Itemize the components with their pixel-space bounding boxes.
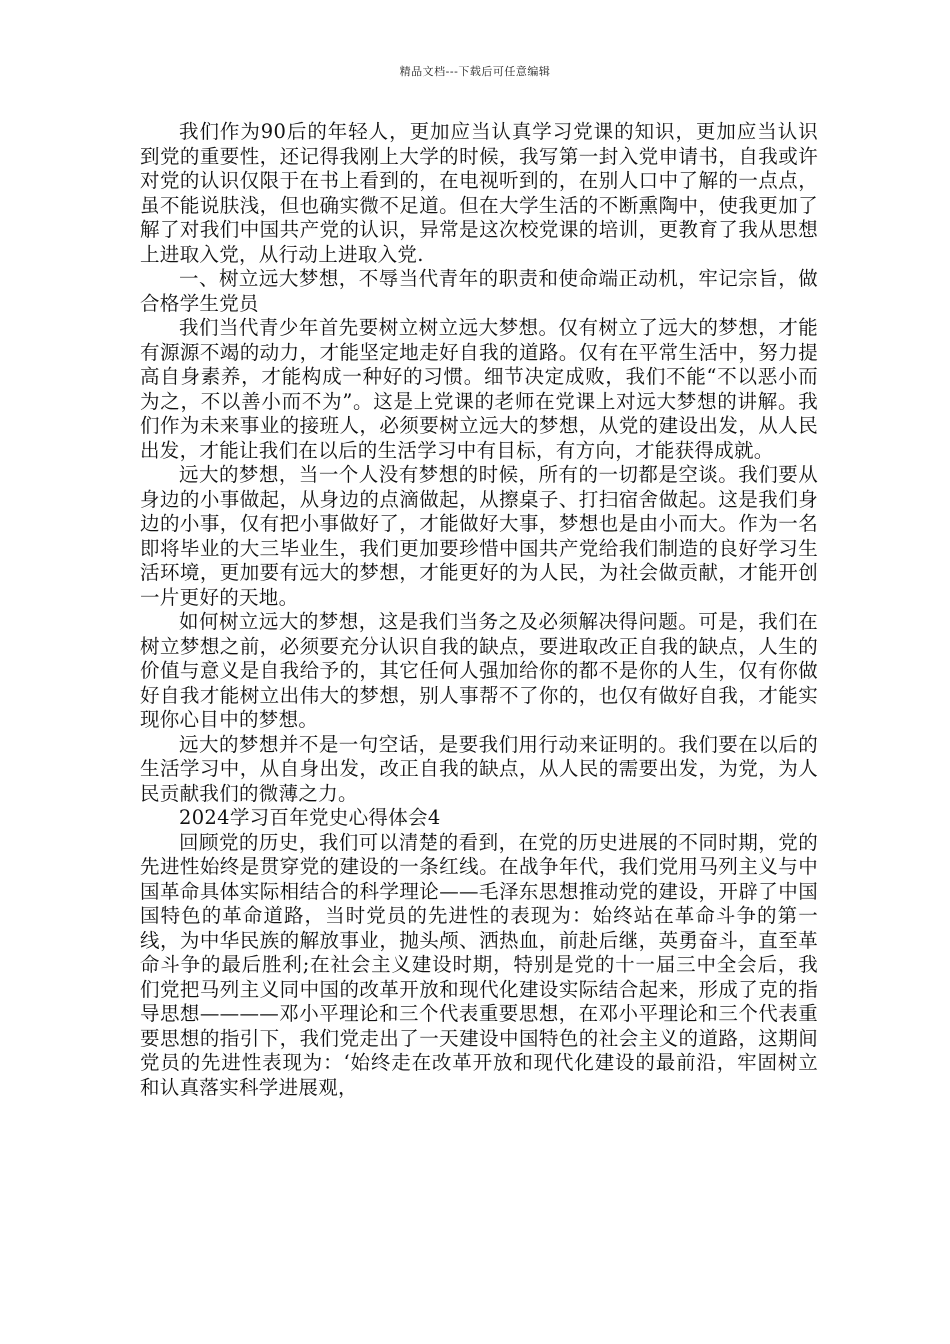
paragraph-intro: 我们作为90后的年轻人，更加应当认真学习党课的知识，更加应当认识到党的重要性，还记得我刚上大学的时候，我写第一封入党申请书，自我或许对党的认识仅限于在书上看到的，在电视听到的，在别人口中了解的一点点，虽不能说肤浅，但也确实微不足道。但在大学生活的不断熏陶中，使我更加了解了对我们中国共产党的认识，异常是这次校党课的培训，更教育了我从思想上进取入党，从行动上进取入党. (140, 120, 818, 266)
section-heading-1: 一、树立远大梦想，不辱当代青年的职责和使命端正动机，牢记宗旨，做合格学生党员 (140, 267, 818, 315)
paragraph-action: 远大的梦想并不是一句空话，是要我们用行动来证明的。我们要在以后的生活学习中，从自身出发，改正自我的缺点，从人民的需要出发，为党，为人民贡献我们的微薄之力。 (140, 732, 818, 805)
section-heading-2: 2024学习百年党史心得体会4 (179, 806, 441, 829)
paragraph-dream: 我们当代青少年首先要树立树立远大梦想。仅有树立了远大的梦想，才能有源源不竭的动力，才能坚定地走好自我的道路。仅有在平常生活中，努力提高自身素养，才能构成一种好的习惯。细节决定成败，我们不能“不以恶小而为之，不以善小而不为”。这是上党课的老师在党课上对远大梦想的讲解。我们作为未来事业的接班人，必须要树立远大的梦想，从党的建设出发，从人民出发，才能让我们在以后的生活学习中有目标，有方向，才能获得成就。 (140, 316, 818, 462)
paragraph-small-things: 远大的梦想，当一个人没有梦想的时候，所有的一切都是空谈。我们要从身边的小事做起，从身边的点滴做起，从擦桌子、打扫宿舍做起。这是我们身边的小事，仅有把小事做好了，才能做好大事，梦想也是由小而大。作为一名即将毕业的大三毕业生，我们更加要珍惜中国共产党给我们制造的良好学习生活环境，更加要有远大的梦想，才能更好的为人民，为社会做贡献，才能开创一片更好的天地。 (140, 463, 818, 609)
page-header: 精品文档---下载后可任意编辑 (399, 65, 551, 78)
paragraph-history: 回顾党的历史，我们可以清楚的看到，在党的历史进展的不同时期，党的先进性始终是贯穿党的建设的一条红线。在战争年代，我们党用马列主义与中国革命具体实际相结合的科学理论——毛泽东思想推动党的建设，开辟了中国国特色的革命道路，当时党员的先进性的表现为：始终站在革命斗争的第一线，为中华民族的解放事业，抛头颅、洒热血，前赴后继，英勇奋斗，直至革命斗争的最后胜利;在社会主义建设时期，特别是党的十一届三中全会后，我们党把马列主义同中国的改革开放和现代化建设实际结合起来，形成了克的指导思想————邓小平理论和三个代表重要思想，在邓小平理论和三个代表重要思想的指引下，我们党走出了一天建设中国特色的社会主义的道路，这期间党员的先进性表现为：‘始终走在改革开放和现代化建设的最前沿，牢固树立和认真落实科学进展观， (140, 830, 818, 1099)
paragraph-how-to: 如何树立远大的梦想，这是我们当务之及必须解决得问题。可是，我们在树立梦想之前，必须要充分认识自我的缺点，要进取改正自我的缺点，人生的价值与意义是自我给予的，其它任何人强加给你的都不是你的人生，仅有你做好自我才能树立出伟大的梦想，别人事帮不了你的，也仅有做好自我，才能实现你心目中的梦想。 (140, 610, 818, 731)
document-body (140, 120, 818, 1100)
